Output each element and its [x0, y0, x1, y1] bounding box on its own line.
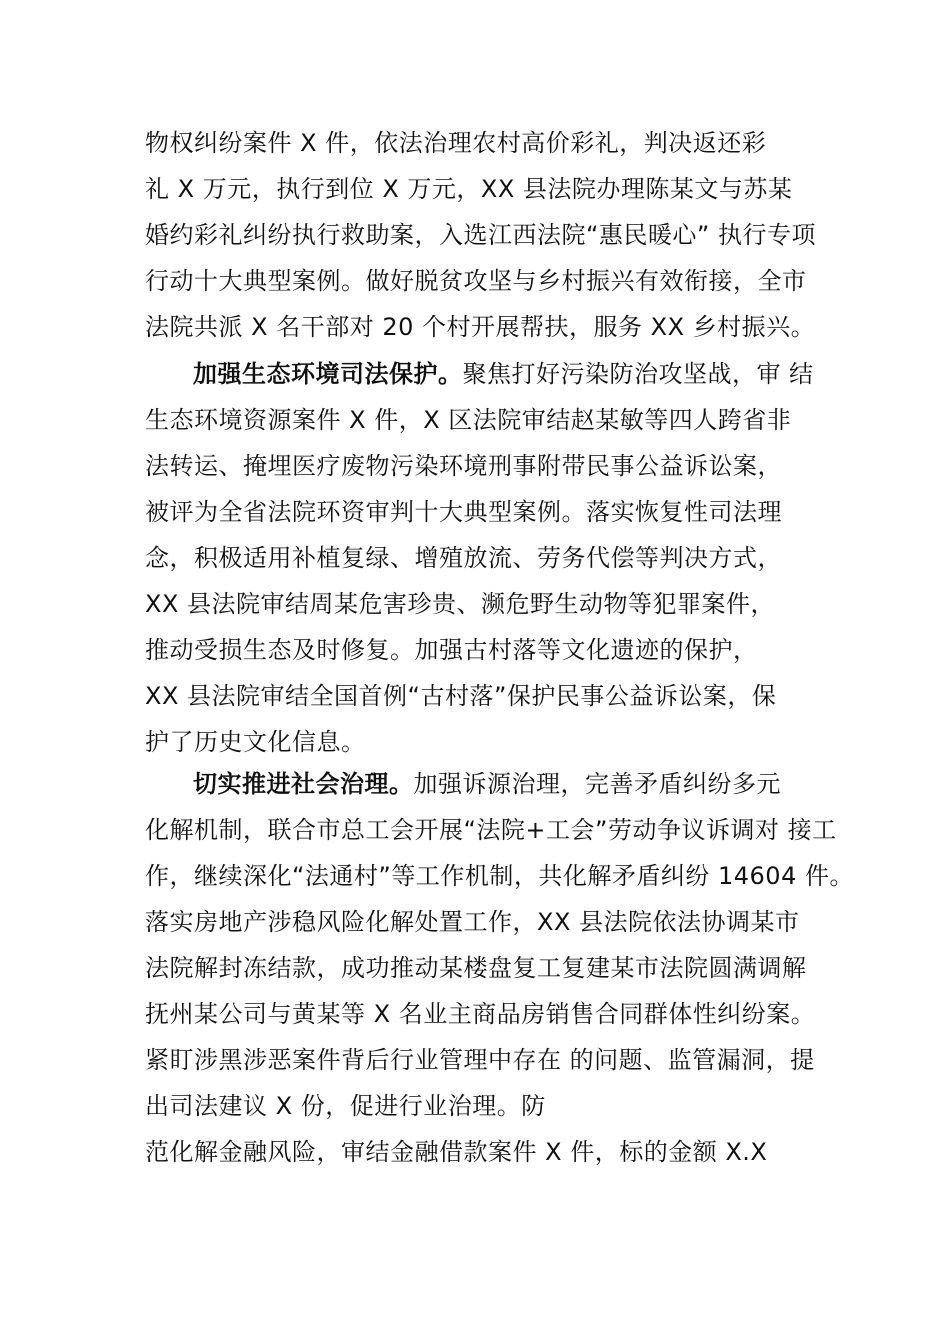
- text-line: 法转运、掩埋医疗废物污染环境刑事附带民事公益诉讼案，: [145, 452, 782, 480]
- text-line: XX 县法院审结周某危害珍贵、濒危野生动物等犯罪案件，: [145, 590, 776, 618]
- text-line: 法院共派 X 名干部对 20 个村开展帮扶，服务 XX 乡村振兴。: [145, 313, 816, 341]
- section-heading-eco: 加强生态环境司法保护。: [193, 360, 463, 388]
- text-line: 礼 X 万元，执行到位 X 万元，XX 县法院办理陈某文与苏某: [145, 175, 793, 203]
- text-line: 落实房地产涉稳风险化解处置工作，XX 县法院依法协调某市: [145, 908, 800, 936]
- paragraph-social-first-line: [193, 767, 781, 801]
- text-line: 生态环境资源案件 X 件，X 区法院审结赵某敏等四人跨省非: [145, 406, 792, 434]
- text-line: 作，继续深化“法通村”等工作机制，共化解矛盾纠纷 14604 件。: [145, 862, 854, 890]
- text-line: 行动十大典型案例。做好脱贫攻坚与乡村振兴有效衔接，全市: [145, 267, 807, 295]
- text-line: 被评为全省法院环资审判十大典型案例。落实恢复性司法理: [145, 498, 782, 526]
- text-line: 推动受损生态及时修复。加强古村落等文化遗迹的保护，: [145, 636, 758, 664]
- text-line: 化解机制，联合市总工会开展“法院+工会”劳动争议诉调对 接工: [145, 816, 837, 844]
- text-line: 紧盯涉黑涉恶案件背后行业管理中存在 的问题、监管漏洞，提: [145, 1046, 815, 1074]
- section-heading-social: 切实推进社会治理。: [193, 770, 414, 798]
- text-line: 范化解金融风险，审结金融借款案件 X 件，标的金额 X.X: [145, 1138, 768, 1166]
- text-line: 护了历史文化信息。: [145, 728, 366, 756]
- text-segment: 加强诉源治理，完善矛盾纠纷多元: [413, 770, 781, 798]
- text-line: 法院解封冻结款，成功推动某楼盘复工复建某市法院圆满调解: [145, 954, 807, 982]
- text-line: 抚州某公司与黄某等 X 名业主商品房销售合同群体性纠纷案。: [145, 1000, 816, 1028]
- text-line: 物权纠纷案件 X 件，依法治理农村高价彩礼，判决返还彩: [145, 129, 767, 157]
- paragraph-eco-first-line: [193, 357, 814, 391]
- text-line: 婚约彩礼纠纷执行救助案，入选江西法院“惠民暖心” 执行专项: [145, 221, 816, 249]
- text-line: 念，积极适用补植复绿、增殖放流、劳务代偿等判决方式，: [145, 544, 782, 572]
- text-line: 出司法建议 X 份，促进行业治理。防: [145, 1092, 546, 1120]
- text-line: XX 县法院审结全国首例“古村落”保护民事公益诉讼案，保: [145, 682, 777, 710]
- text-segment: 聚焦打好污染防治攻坚战，审 结: [462, 360, 814, 388]
